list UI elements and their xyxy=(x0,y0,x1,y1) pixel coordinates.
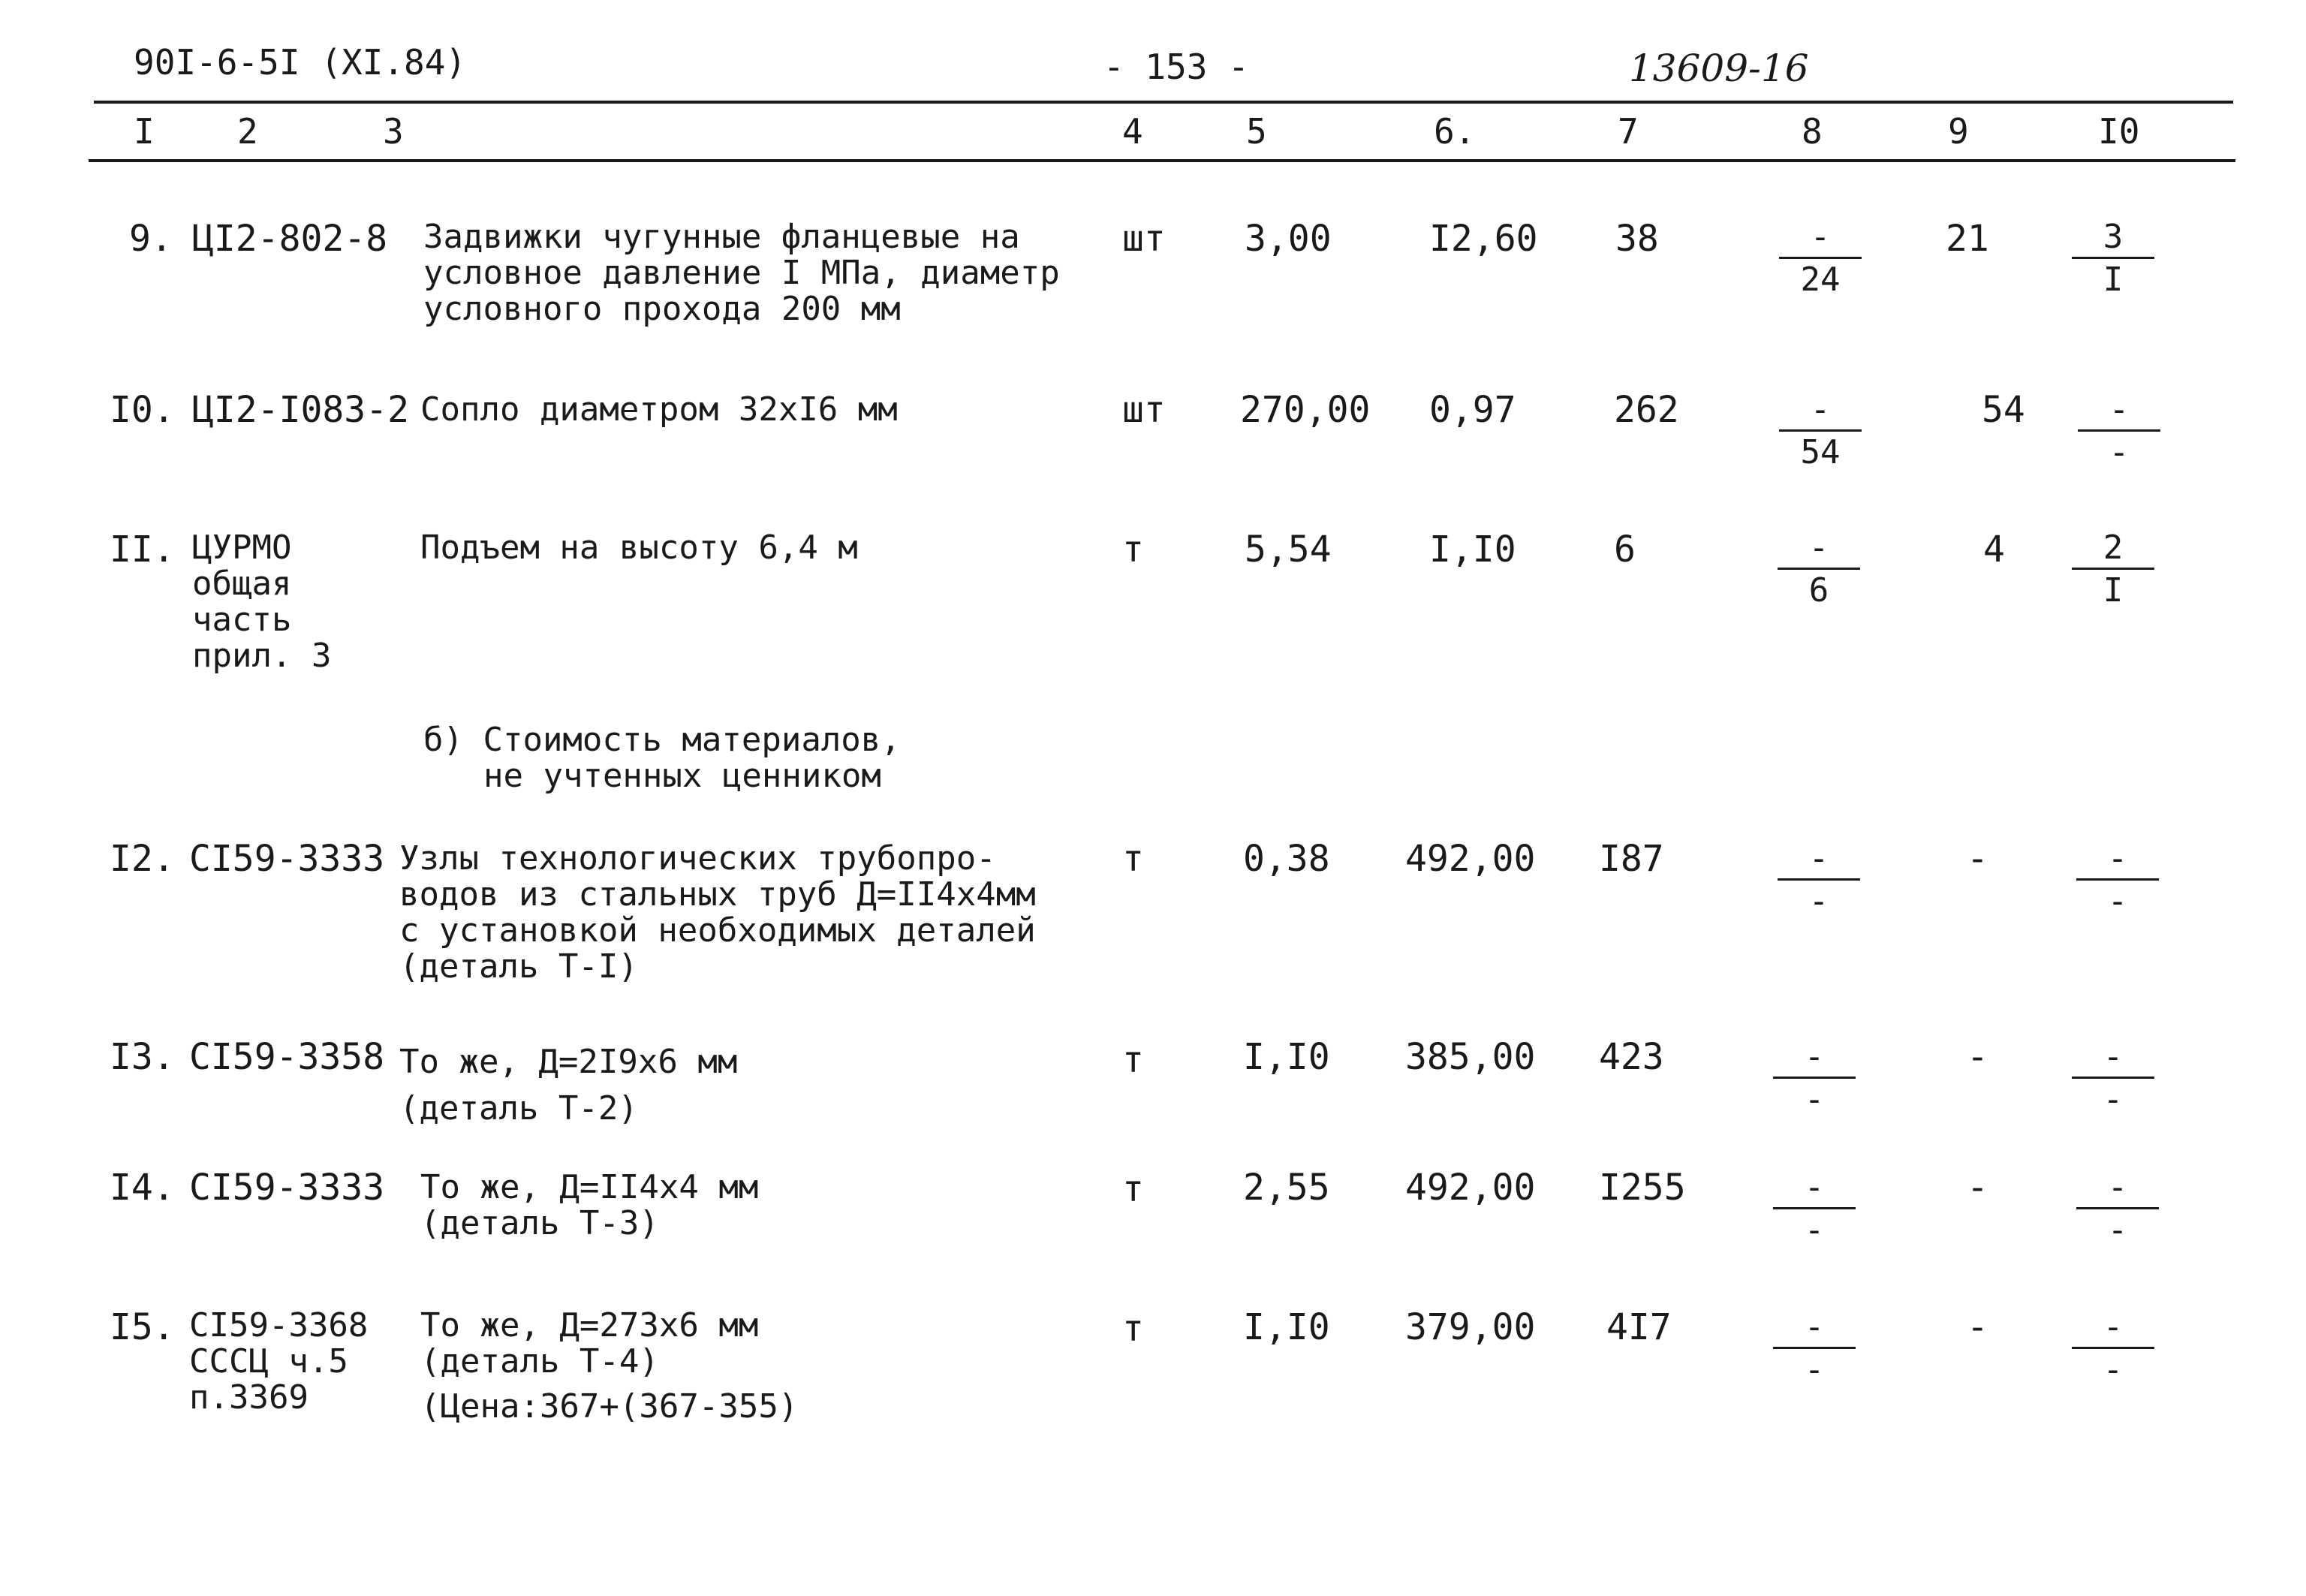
col8-fraction: - - xyxy=(1773,1170,1856,1250)
header-rule-bottom xyxy=(89,159,2235,162)
total-cost: 38 xyxy=(1615,218,1659,260)
total-cost: 6 xyxy=(1614,528,1636,571)
col8-fraction: - 24 xyxy=(1779,219,1862,300)
unit-price: I,I0 xyxy=(1429,528,1516,571)
col10-fraction: - - xyxy=(2076,841,2159,921)
column-header: I0 xyxy=(2098,111,2140,152)
row-number: 9. xyxy=(129,218,173,260)
item-description: То же, Д=273х6 мм (деталь Т-4) (Цена:367+(367-355) xyxy=(420,1306,799,1426)
column-header: 2 xyxy=(237,111,258,152)
total-cost: 4I7 xyxy=(1606,1306,1672,1348)
unit-price: I2,60 xyxy=(1429,218,1538,260)
quantity: I,I0 xyxy=(1243,1036,1330,1078)
row-number: I4. xyxy=(110,1167,175,1209)
col9-value: 4 xyxy=(1983,528,2005,571)
unit-price: 379,00 xyxy=(1405,1306,1536,1348)
col9-value: 54 xyxy=(1982,389,2025,431)
row-number: I5. xyxy=(110,1306,175,1348)
quantity: 0,38 xyxy=(1243,838,1330,880)
row-number: II. xyxy=(110,528,175,571)
column-header: 8 xyxy=(1802,111,1823,152)
col10-fraction: 2 I xyxy=(2072,530,2154,610)
section-heading: б) Стоимость материалов, не учтенных ценником xyxy=(423,721,901,795)
total-cost: 262 xyxy=(1614,389,1679,431)
page-number: - 153 - xyxy=(1103,47,1249,87)
price-code: CI59-3358 xyxy=(189,1036,385,1078)
row-number: I2. xyxy=(110,838,175,880)
col8-fraction: - - xyxy=(1773,1309,1856,1390)
column-header: 7 xyxy=(1618,111,1639,152)
unit-price: 492,00 xyxy=(1405,838,1536,880)
quantity: 3,00 xyxy=(1245,218,1332,260)
col10-fraction: 3 I xyxy=(2072,219,2154,300)
price-code: CI59-3333 xyxy=(189,1167,385,1209)
item-description: То же, Д=2I9х6 мм (деталь Т-2) xyxy=(399,1043,738,1128)
item-description: Сопло диаметром 32хI6 мм xyxy=(420,390,898,429)
quantity: 5,54 xyxy=(1245,528,1332,571)
col8-fraction: - - xyxy=(1773,1039,1856,1119)
column-header: 6. xyxy=(1434,111,1476,152)
price-code: ЦУРМО общая часть прил. 3 xyxy=(192,528,332,675)
unit: т xyxy=(1122,1168,1144,1210)
row-number: I3. xyxy=(110,1036,175,1078)
unit: шт xyxy=(1122,389,1166,431)
total-cost: I255 xyxy=(1599,1167,1686,1209)
unit-price: 492,00 xyxy=(1405,1167,1536,1209)
item-description: То же, Д=II4х4 мм (деталь Т-3) xyxy=(420,1168,759,1242)
col9-value: - xyxy=(1967,1167,1988,1209)
col8-fraction: - 6 xyxy=(1778,530,1860,610)
col10-fraction: - - xyxy=(2078,392,2160,472)
col9-value: - xyxy=(1967,838,1988,880)
col9-value: 21 xyxy=(1946,218,1989,260)
document-code: 90I-6-5I (XI.84) xyxy=(134,42,467,83)
unit-price: 0,97 xyxy=(1429,389,1516,431)
unit: т xyxy=(1122,1039,1144,1081)
item-description: Подъем на высоту 6,4 м xyxy=(420,528,858,567)
col8-fraction: - - xyxy=(1778,841,1860,921)
unit: т xyxy=(1122,838,1144,880)
quantity: 270,00 xyxy=(1240,389,1371,431)
price-code: ЦI2-802-8 xyxy=(192,218,388,260)
column-header: I xyxy=(134,111,155,152)
handwritten-number: 13609-16 xyxy=(1629,47,1809,90)
col9-value: - xyxy=(1967,1036,1988,1078)
header-rule-top xyxy=(94,101,2233,104)
col9-value: - xyxy=(1967,1306,1988,1348)
price-code: ЦI2-I083-2 xyxy=(192,389,409,431)
quantity: 2,55 xyxy=(1243,1167,1330,1209)
total-cost: I87 xyxy=(1599,838,1664,880)
unit: т xyxy=(1122,528,1144,571)
col8-fraction: - 54 xyxy=(1779,392,1862,472)
price-code: CI59-3368 СССЦ ч.5 п.3369 xyxy=(189,1306,369,1417)
unit: шт xyxy=(1122,218,1166,260)
unit: т xyxy=(1122,1308,1144,1350)
col10-fraction: - - xyxy=(2072,1309,2154,1390)
col10-fraction: - - xyxy=(2072,1039,2154,1119)
item-description: Задвижки чугунные фланцевые на условное давление I МПа, диаметр условного прохода 200 мм xyxy=(423,218,1060,328)
quantity: I,I0 xyxy=(1243,1306,1330,1348)
column-header: 3 xyxy=(383,111,404,152)
unit-price: 385,00 xyxy=(1405,1036,1536,1078)
col10-fraction: - - xyxy=(2076,1170,2159,1250)
column-header: 5 xyxy=(1246,111,1267,152)
price-code: CI59-3333 xyxy=(189,838,385,880)
column-header: 4 xyxy=(1122,111,1143,152)
item-description: Узлы технологических трубопро- водов из стальных труб Д=II4х4мм с установкой необходимых деталей (деталь Т-I) xyxy=(399,839,1036,986)
row-number: I0. xyxy=(110,389,175,431)
total-cost: 423 xyxy=(1599,1036,1664,1078)
column-header: 9 xyxy=(1948,111,1969,152)
